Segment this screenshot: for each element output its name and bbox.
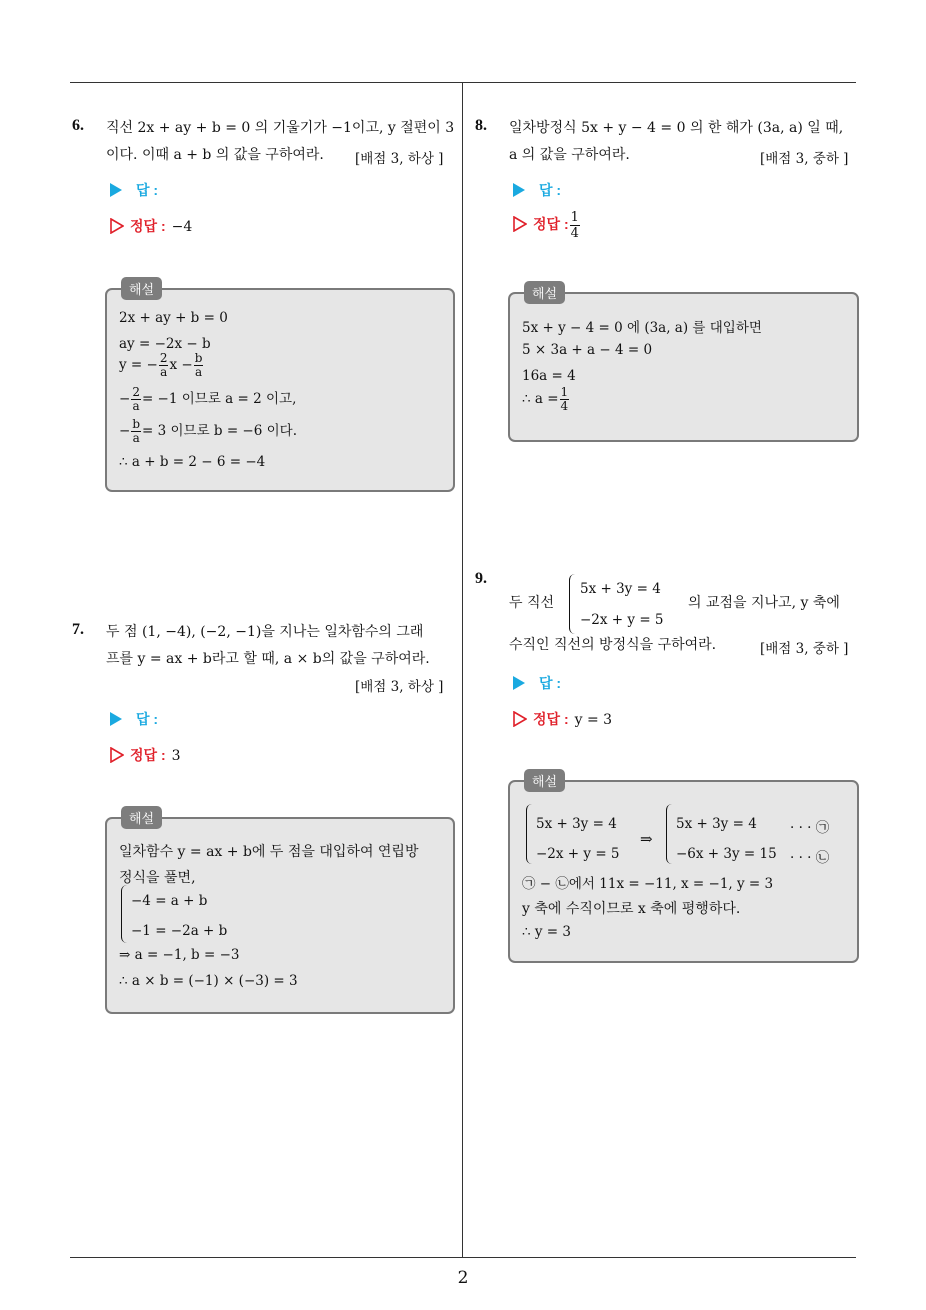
top-rule <box>70 82 856 83</box>
correct-label: 정답 : <box>533 711 569 727</box>
answer-row <box>513 180 561 200</box>
correct-label: 정답 : <box>130 747 166 763</box>
solution-line: ㉠ − ㉡에서 11x = −11, x = −1, y = 3 <box>522 876 774 892</box>
answer-label: 답 : <box>136 711 159 727</box>
system-equation: −1 = −2a + b <box>131 923 228 939</box>
solution-line: ∴ y = 3 <box>522 924 571 940</box>
problem-number: 6. <box>72 117 84 134</box>
solution-tag: 해설 <box>524 769 565 792</box>
solution-line: − $\frac{b}{a}$ = 3 이므로 b = −6 이다. <box>119 417 297 445</box>
question-line: 두 점 (1, −4), (−2, −1)을 지나는 일차함수의 그래 <box>106 624 424 640</box>
solution-box <box>105 283 455 492</box>
outline-triangle-icon <box>513 711 527 727</box>
answer-row <box>513 673 561 693</box>
system-equation: 5x + 3y = 4 <box>676 816 757 832</box>
problem-number: 7. <box>72 621 84 638</box>
question-line: 일차방정식 5x + y − 4 = 0 의 한 해가 (3a, a) 일 때, <box>509 120 844 136</box>
problem-number: 8. <box>475 117 487 134</box>
system-equation: −2x + y = 5 <box>536 846 620 862</box>
system-equation: 5x + 3y = 4 <box>536 816 617 832</box>
system-equation: −2x + y = 5 <box>580 612 664 628</box>
question-line: 직선 2x + ay + b = 0 의 기울기가 −1이고, y 절편이 3 <box>106 120 455 136</box>
play-triangle-icon <box>110 183 122 197</box>
equation-marker: · · · ㉡ <box>790 850 830 866</box>
equation-marker: · · · ㉠ <box>790 820 830 836</box>
question-line: 프를 y = ax + b라고 할 때, a × b의 값을 구하여라. <box>106 651 430 667</box>
system-equation: −6x + 3y = 15 <box>676 846 777 862</box>
score-label: [배점 3, 하상 ] <box>355 679 444 695</box>
outline-triangle-icon <box>110 747 124 763</box>
solution-line: 2x + ay + b = 0 <box>119 310 228 326</box>
play-triangle-icon <box>513 183 525 197</box>
solution-line: ∴ a + b = 2 − 6 = −4 <box>119 454 266 470</box>
question-line: a 의 값을 구하여라. <box>509 147 630 163</box>
correct-answer-row <box>110 216 192 236</box>
answer-label: 답 : <box>539 182 562 198</box>
solution-line: y = − $\frac{2}{a}$ x − $\frac{b}{a}$ <box>119 351 203 379</box>
score-label: [배점 3, 하상 ] <box>355 151 444 167</box>
solution-line: 16a = 4 <box>522 368 576 384</box>
solution-line: y 축에 수직이므로 x 축에 평행하다. <box>522 901 741 917</box>
system-brace <box>526 804 533 864</box>
play-triangle-icon <box>513 676 525 690</box>
solution-tag: 해설 <box>524 281 565 304</box>
outline-triangle-icon <box>110 218 124 234</box>
correct-value: $\frac{1}{4}$ <box>570 210 579 241</box>
answer-label: 답 : <box>539 675 562 691</box>
system-brace <box>666 804 673 864</box>
page-number: 2 <box>457 1268 469 1288</box>
system-brace <box>121 885 128 943</box>
system-brace <box>569 574 576 634</box>
correct-value: y = 3 <box>574 712 613 728</box>
system-equation: −4 = a + b <box>131 893 208 909</box>
solution-box <box>508 287 859 442</box>
correct-answer-row <box>513 210 581 241</box>
system-equation: 5x + 3y = 4 <box>580 581 661 597</box>
solution-line: ∴ a × b = (−1) × (−3) = 3 <box>119 973 298 989</box>
play-triangle-icon <box>110 712 122 726</box>
solution-line: 정식을 풀면, <box>119 870 196 886</box>
solution-line: − $\frac{2}{a}$ = −1 이므로 a = 2 이고, <box>119 385 297 413</box>
correct-answer-row <box>110 745 181 765</box>
solution-line: 5 × 3a + a − 4 = 0 <box>522 342 653 358</box>
solution-tag: 해설 <box>121 806 162 829</box>
answer-row <box>110 709 158 729</box>
problem-number: 9. <box>475 570 487 587</box>
correct-label: 정답 : <box>533 216 569 233</box>
solution-line: ⇒ a = −1, b = −3 <box>119 947 240 963</box>
solution-line: 일차함수 y = ax + b에 두 점을 대입하여 연립방 <box>119 844 419 860</box>
score-label: [배점 3, 중하 ] <box>760 641 849 657</box>
implies-arrow: ⇒ <box>640 830 653 848</box>
correct-value: −4 <box>171 219 193 235</box>
answer-row <box>110 180 158 200</box>
bottom-rule <box>70 1257 856 1258</box>
column-divider <box>462 82 463 1257</box>
outline-triangle-icon <box>513 216 527 232</box>
solution-line: ay = −2x − b <box>119 336 211 352</box>
answer-label: 답 : <box>136 182 159 198</box>
question-line: 두 직선 <box>509 595 555 611</box>
question-line: 의 교점을 지나고, y 축에 <box>688 595 840 611</box>
question-line: 수직인 직선의 방정식을 구하여라. <box>509 637 717 653</box>
correct-value: 3 <box>171 748 181 764</box>
solution-tag: 해설 <box>121 277 162 300</box>
score-label: [배점 3, 중하 ] <box>760 151 849 167</box>
correct-label: 정답 : <box>130 218 166 234</box>
correct-answer-row <box>513 709 612 729</box>
solution-line: 5x + y − 4 = 0 에 (3a, a) 를 대입하면 <box>522 320 762 336</box>
solution-line: ∴ a = $\frac{1}{4}$ <box>522 385 569 413</box>
solution-box <box>508 775 859 963</box>
question-line: 이다. 이때 a + b 의 값을 구하여라. <box>106 147 324 163</box>
solution-box <box>105 812 455 1014</box>
